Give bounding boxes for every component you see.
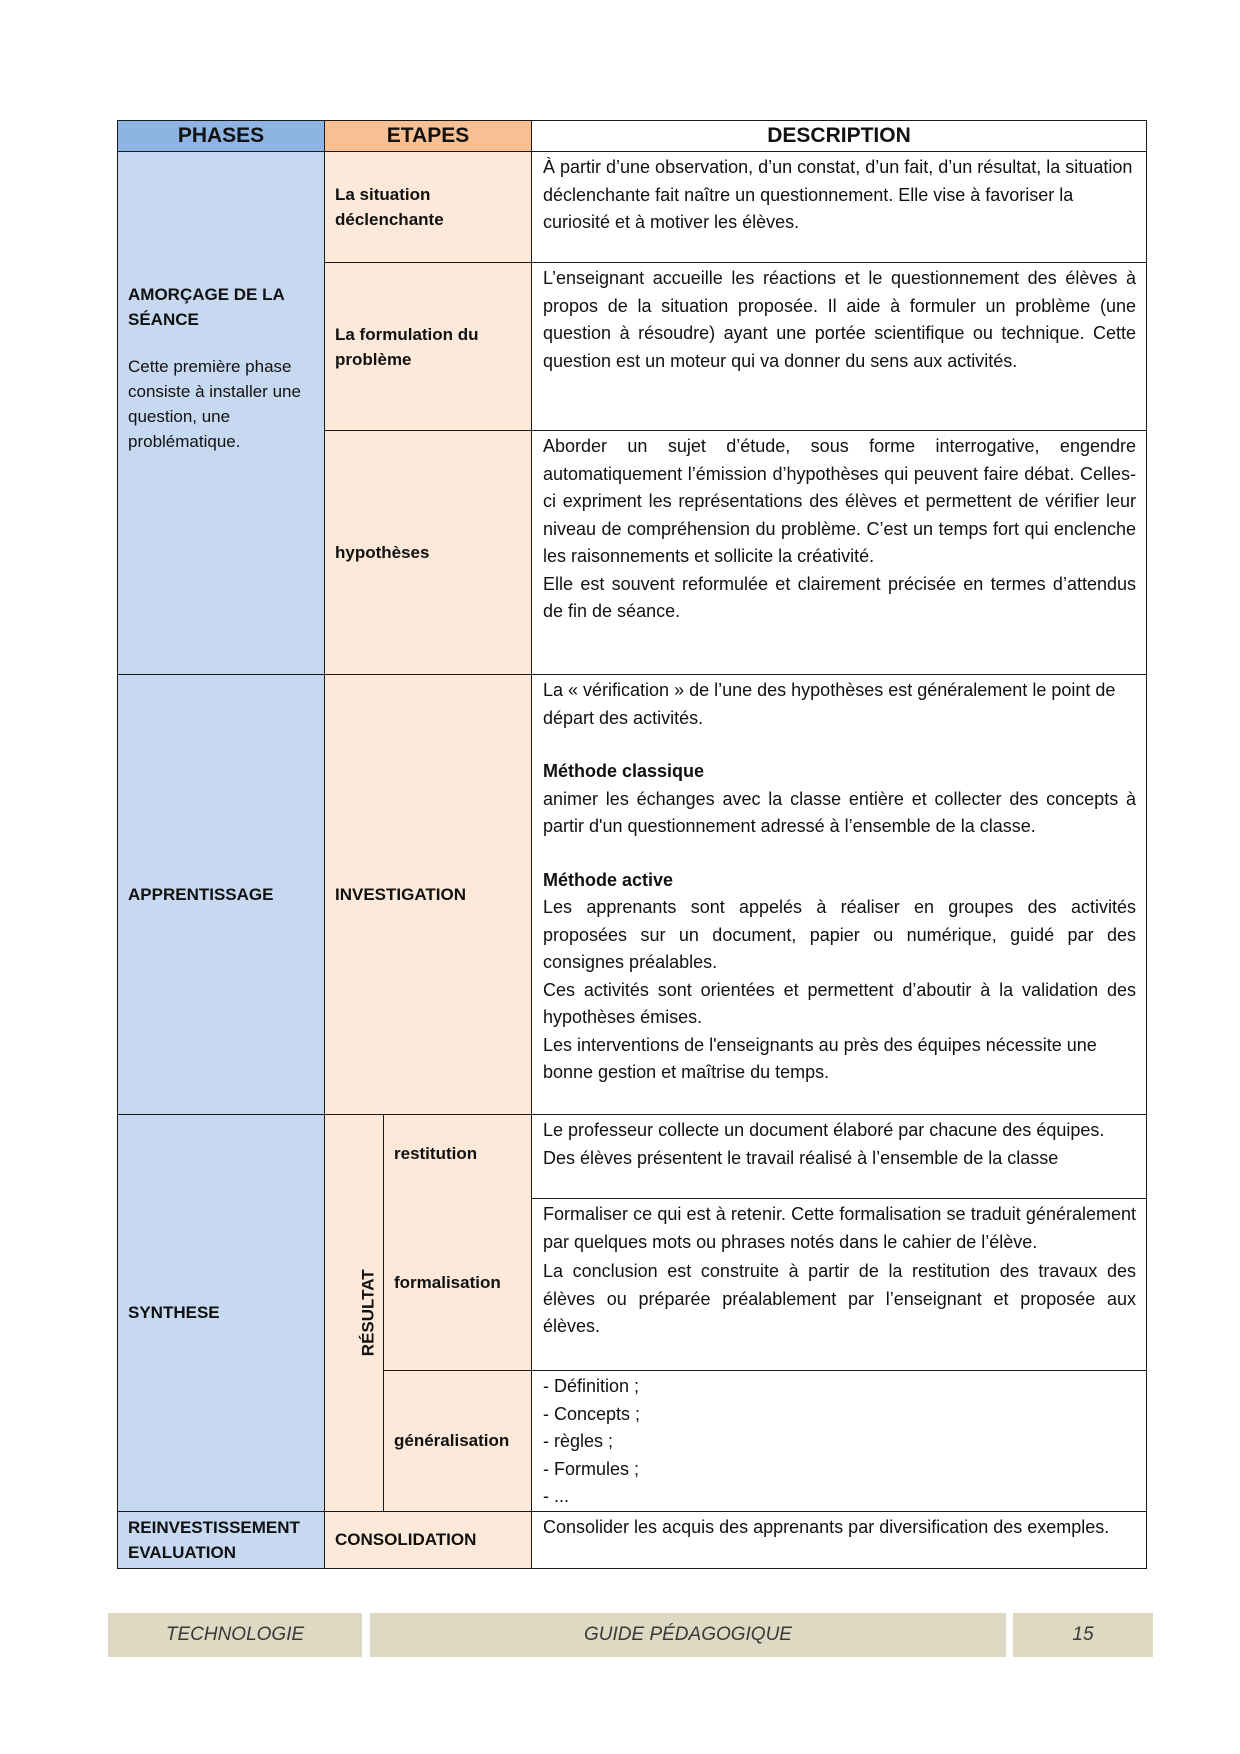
list-item: - Formules ;	[543, 1458, 640, 1479]
description-situation	[532, 152, 1147, 263]
pedagogy-table	[117, 120, 1147, 1569]
description-text: Aborder un sujet d’étude, sous forme interrogative, engendre automatiquement l’émission d’hypothèses qui peuvent faire débat. Celles-ci expriment les représentations des élèves et permettent de vérifier leur niveau de compréhension du problème. C’est un temps fort qui enclenche les raisonnements et sollicite la créativité.	[543, 436, 1136, 566]
description-hypotheses	[532, 431, 1147, 675]
header-etapes: ETAPES	[325, 121, 532, 152]
description-consolidation	[532, 1511, 1147, 1568]
etape-hypotheses: hypothèses	[325, 431, 532, 675]
list-item: - règles ;	[543, 1431, 614, 1451]
phase-reinvestissement	[118, 1511, 325, 1568]
etape-restitution-formalisation	[384, 1115, 532, 1371]
description-restitution	[532, 1115, 1147, 1199]
resultat-label: RÉSULTAT	[358, 1269, 378, 1357]
etape-generalisation: généralisation	[384, 1371, 532, 1512]
etape-formalisation: formalisation	[394, 1273, 501, 1292]
description-text: La « vérification » de l’une des hypothèses est généralement le point de départ des activités.	[543, 680, 1116, 728]
description-formalisation	[532, 1199, 1147, 1371]
description-text: Des élèves présentent le travail réalisé à l’ensemble de la classe	[543, 1147, 1059, 1168]
etape-formulation: La formulation du problème	[325, 263, 532, 431]
description-text: Les apprenants sont appelés à réaliser en groupes des activités proposées sur un document, papier ou numérique, guidé par des consignes préalables.	[543, 897, 1136, 972]
table-row	[118, 152, 1147, 263]
phase-title: REINVESTISSEMENT	[128, 1517, 300, 1537]
methode-active-title: Méthode active	[543, 869, 674, 890]
header-description: DESCRIPTION	[532, 121, 1147, 152]
group-resultat	[325, 1115, 384, 1512]
etape-situation: La situation déclenchante	[325, 152, 532, 263]
description-investigation	[532, 675, 1147, 1115]
footer-page-number: 15	[1013, 1613, 1153, 1657]
phase-title: APPRENTISSAGE	[128, 885, 274, 904]
phase-amorcage	[118, 152, 325, 675]
description-text: Formaliser ce qui est à retenir. Cette formalisation se traduit généralement par quelques mots ou phrases notés dans le cahier de l’élève.	[543, 1204, 1136, 1252]
description-formulation	[532, 263, 1147, 431]
description-text: L’enseignant accueille les réactions et le questionnement des élèves à propos de la situation proposée. Il aide à formuler un problème (une question à résoudre) ayant une portée scientifique ou technique. Cette question est un moteur qui va donner du sens aux activités.	[543, 268, 1136, 371]
description-text: Le professeur collecte un document élaboré par chacune des équipes.	[543, 1120, 1105, 1140]
description-text: Consolider les acquis des apprenants par diversification des exemples.	[543, 1516, 1110, 1537]
phase-title: EVALUATION	[128, 1542, 236, 1562]
etape-investigation: INVESTIGATION	[325, 675, 532, 1115]
phase-title: SYNTHESE	[128, 1303, 220, 1323]
description-generalisation	[532, 1371, 1147, 1512]
description-text: Ces activités sont orientées et permettent d’aboutir à la validation des hypothèses émises.	[543, 979, 1136, 1027]
list-item: - Définition ;	[543, 1376, 640, 1396]
description-text: animer les échanges avec la classe entière et collecter des concepts à partir d'un questionnement adressé à l’ensemble de la classe.	[543, 788, 1136, 836]
phase-description: Cette première phase consiste à installer une question, une problématique.	[128, 357, 301, 451]
description-text: Les interventions de l'enseignants au près des équipes nécessite une bonne gestion et maîtrise du temps.	[543, 1034, 1097, 1082]
phase-apprentissage	[118, 675, 325, 1115]
header-phases: PHASES	[118, 121, 325, 152]
footer-title: GUIDE PÉDAGOGIQUE	[370, 1613, 1006, 1657]
phase-synthese	[118, 1115, 325, 1512]
table-header-row	[118, 121, 1147, 152]
table-row	[118, 675, 1147, 1115]
list-item: - Concepts ;	[543, 1403, 641, 1424]
phase-title: AMORÇAGE DE LA SÉANCE	[128, 285, 285, 329]
methode-classique-title: Méthode classique	[543, 761, 705, 781]
list-item: - ...	[543, 1486, 569, 1506]
footer-subject: TECHNOLOGIE	[108, 1613, 362, 1657]
description-text: Elle est souvent reformulée et clairement précisée en termes d’attendus de fin de séance.	[543, 573, 1136, 621]
description-text: À partir d’une observation, d’un constat, d’un fait, d’un résultat, la situation déclenchante fait naître un questionnement. Elle vise à favoriser la curiosité et à motiver les élèves.	[543, 157, 1133, 232]
etape-consolidation: CONSOLIDATION	[325, 1511, 532, 1568]
table-row	[118, 1115, 1147, 1199]
description-text: La conclusion est construite à partir de la restitution des travaux des élèves ou préparée préalablement par l’enseignant et proposée aux élèves.	[543, 1261, 1136, 1336]
etape-restitution: restitution	[394, 1144, 478, 1163]
table-row	[118, 1511, 1147, 1568]
